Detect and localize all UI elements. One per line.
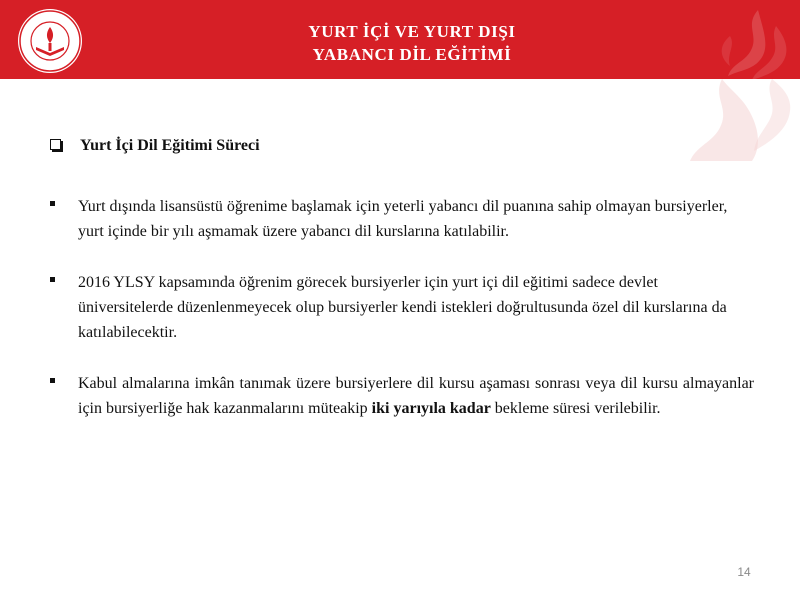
square-bullet-icon — [50, 277, 55, 282]
section-heading-row — [48, 135, 754, 159]
square-bullet-icon — [50, 201, 55, 206]
ministry-logo — [12, 7, 88, 75]
flame-watermark-icon — [700, 6, 796, 79]
paragraph-3 — [78, 371, 754, 421]
paragraph-1: Yurt dışında lisansüstü öğrenime başlamak için yeterli yabancı dil puanına sahip olmayan bursiyerler, yurt içinde bir yılı aşmamak üzere yabancı dil kurslarına katılabilir. — [78, 198, 728, 240]
title-line-2: YABANCI DİL EĞİTİMİ — [312, 45, 512, 64]
slide-header — [0, 0, 800, 79]
slide-title — [212, 20, 612, 66]
slide-content — [48, 135, 754, 447]
title-line-1: YURT İÇİ VE YURT DIŞI — [308, 22, 516, 41]
list-item — [48, 371, 754, 421]
paragraph-3-bold-text: iki yarıyıla kadar — [371, 400, 491, 417]
square-bullet-icon — [50, 378, 55, 383]
section-heading: Yurt İçi Dil Eğitimi Süreci — [80, 137, 260, 154]
page-number: 14 — [737, 565, 751, 579]
list-item — [48, 194, 754, 244]
paragraph-3-text-before: Kabul almalarına imkân tanımak üzere bursiyerlere dil kursu aşaması sonrası veya dil kursu almayanlar için bursiyerliğe hak kazanmalarını müteakip — [78, 375, 754, 417]
paragraph-3-text-after: bekleme süresi verilebilir. — [490, 400, 661, 417]
list-item — [48, 270, 754, 345]
paragraph-2: 2016 YLSY kapsamında öğrenim görecek bursiyerler için yurt içi dil eğitimi sadece devlet üniversitelerde düzenlenmeyecek olup bursiyerler kendi istekleri doğrultusunda özel dil kurslarına da katılabilecektir. — [78, 274, 727, 341]
checkbox-bullet-icon — [50, 139, 61, 150]
